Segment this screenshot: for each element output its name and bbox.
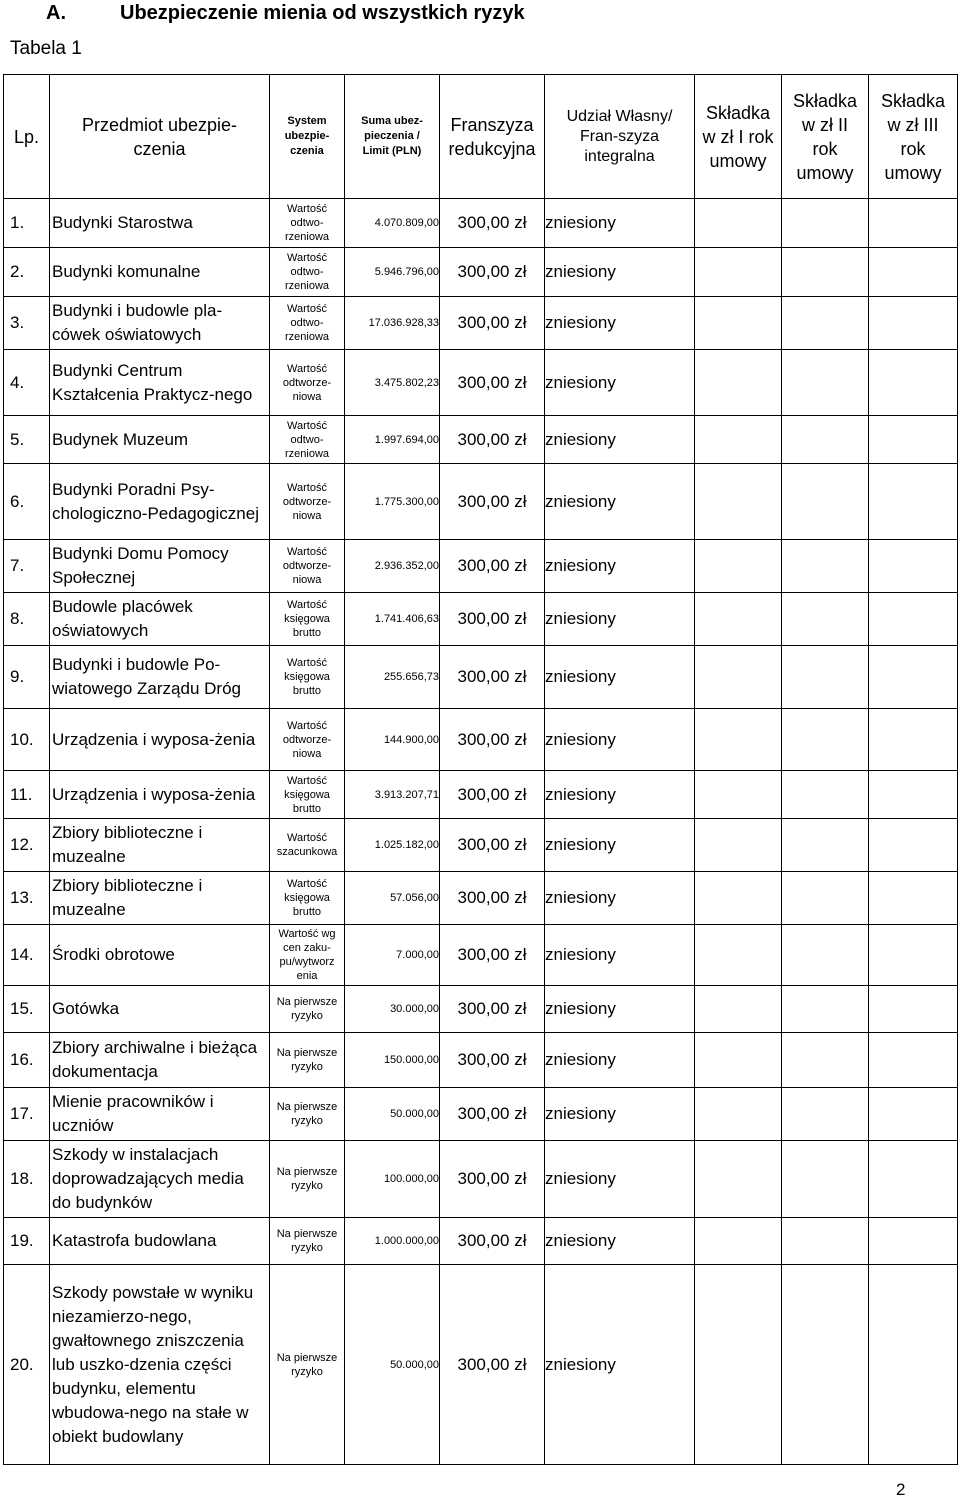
row-sum: 1.775.300,00 <box>345 464 440 540</box>
row-sum: 1.025.182,00 <box>345 819 440 872</box>
row-premium-year3 <box>869 1265 958 1465</box>
row-system: Wartość księgowa brutto <box>270 646 345 709</box>
row-subject: Gotówka <box>50 986 270 1033</box>
row-premium-year3 <box>869 1088 958 1141</box>
table-row <box>4 819 958 872</box>
row-subject: Szkody powstałe w wyniku niezamierzo-nego, gwałtownego zniszczenia lub uszko-dzenia części budynku, elementu wbudowa-nego na stałe w obiekt budowlany <box>50 1265 270 1465</box>
row-premium-year3 <box>869 771 958 819</box>
row-system: Wartość odtwo-rzeniowa <box>270 416 345 464</box>
row-share: zniesiony <box>545 925 695 986</box>
row-franchise: 300,00 zł <box>440 646 545 709</box>
row-lp: 12. <box>4 819 50 872</box>
table-row <box>4 593 958 646</box>
section-letter: A. <box>46 2 66 24</box>
row-premium-year2 <box>782 1088 869 1141</box>
row-system: Wartość odtwo-rzeniowa <box>270 248 345 297</box>
row-premium-year3 <box>869 464 958 540</box>
row-premium-year1 <box>695 771 782 819</box>
row-franchise: 300,00 zł <box>440 925 545 986</box>
row-premium-year2 <box>782 1141 869 1218</box>
row-premium-year2 <box>782 986 869 1033</box>
col-header-premium-year3: Składka w zł III rok umowy <box>869 75 958 199</box>
row-franchise: 300,00 zł <box>440 709 545 771</box>
row-premium-year3 <box>869 872 958 925</box>
row-share: zniesiony <box>545 464 695 540</box>
row-subject: Budynek Muzeum <box>50 416 270 464</box>
col-header-premium-year2: Składka w zł II rok umowy <box>782 75 869 199</box>
row-premium-year2 <box>782 350 869 416</box>
row-franchise: 300,00 zł <box>440 248 545 297</box>
row-premium-year3 <box>869 199 958 248</box>
row-sum: 144.900,00 <box>345 709 440 771</box>
row-premium-year1 <box>695 872 782 925</box>
row-subject: Zbiory biblioteczne i muzealne <box>50 872 270 925</box>
row-lp: 7. <box>4 540 50 593</box>
row-subject: Zbiory biblioteczne i muzealne <box>50 819 270 872</box>
row-franchise: 300,00 zł <box>440 540 545 593</box>
row-subject: Urządzenia i wyposa-żenia <box>50 709 270 771</box>
row-subject: Budynki Centrum Kształcenia Praktycz-nego <box>50 350 270 416</box>
row-lp: 3. <box>4 297 50 350</box>
row-premium-year2 <box>782 819 869 872</box>
row-system: Wartość odtwo-rzeniowa <box>270 297 345 350</box>
row-lp: 6. <box>4 464 50 540</box>
row-system: Na pierwsze ryzyko <box>270 1033 345 1088</box>
row-premium-year1 <box>695 925 782 986</box>
row-premium-year2 <box>782 646 869 709</box>
row-subject: Budowle placówek oświatowych <box>50 593 270 646</box>
table-row <box>4 771 958 819</box>
row-subject: Budynki Starostwa <box>50 199 270 248</box>
row-system: Na pierwsze ryzyko <box>270 1218 345 1265</box>
row-premium-year1 <box>695 297 782 350</box>
row-lp: 5. <box>4 416 50 464</box>
row-subject: Budynki komunalne <box>50 248 270 297</box>
row-franchise: 300,00 zł <box>440 819 545 872</box>
row-premium-year2 <box>782 1265 869 1465</box>
row-sum: 30.000,00 <box>345 986 440 1033</box>
col-header-system: System ubezpie-czenia <box>270 75 345 199</box>
row-premium-year2 <box>782 199 869 248</box>
row-premium-year3 <box>869 1218 958 1265</box>
row-sum: 3.913.207,71 <box>345 771 440 819</box>
row-premium-year3 <box>869 297 958 350</box>
col-header-premium-year1: Składka w zł I rok umowy <box>695 75 782 199</box>
row-system: Na pierwsze ryzyko <box>270 1265 345 1465</box>
row-lp: 15. <box>4 986 50 1033</box>
row-share: zniesiony <box>545 1218 695 1265</box>
insurance-table <box>3 74 958 1465</box>
row-premium-year1 <box>695 1141 782 1218</box>
row-premium-year1 <box>695 540 782 593</box>
row-subject: Budynki Poradni Psy-chologiczno-Pedagogicznej <box>50 464 270 540</box>
page-number: 2 <box>896 1480 906 1499</box>
row-sum: 57.056,00 <box>345 872 440 925</box>
table-row <box>4 1218 958 1265</box>
row-premium-year2 <box>782 248 869 297</box>
row-franchise: 300,00 zł <box>440 1265 545 1465</box>
table-row <box>4 709 958 771</box>
table-label: Tabela 1 <box>10 38 82 59</box>
row-sum: 2.936.352,00 <box>345 540 440 593</box>
row-premium-year2 <box>782 416 869 464</box>
row-premium-year2 <box>782 464 869 540</box>
row-premium-year3 <box>869 819 958 872</box>
row-share: zniesiony <box>545 1265 695 1465</box>
row-share: zniesiony <box>545 297 695 350</box>
row-share: zniesiony <box>545 986 695 1033</box>
row-franchise: 300,00 zł <box>440 593 545 646</box>
col-header-lp: Lp. <box>4 75 50 199</box>
table-row <box>4 350 958 416</box>
row-system: Wartość odtworze-niowa <box>270 540 345 593</box>
row-system: Wartość księgowa brutto <box>270 771 345 819</box>
row-system: Wartość księgowa brutto <box>270 872 345 925</box>
row-premium-year1 <box>695 1033 782 1088</box>
row-premium-year1 <box>695 593 782 646</box>
row-subject: Szkody w instalacjach doprowadzających media do budynków <box>50 1141 270 1218</box>
table-row <box>4 464 958 540</box>
row-sum: 50.000,00 <box>345 1265 440 1465</box>
row-system: Wartość odtwo-rzeniowa <box>270 199 345 248</box>
row-premium-year2 <box>782 709 869 771</box>
col-header-sum: Suma ubez-pieczenia / Limit (PLN) <box>345 75 440 199</box>
row-lp: 14. <box>4 925 50 986</box>
row-premium-year2 <box>782 771 869 819</box>
row-share: zniesiony <box>545 350 695 416</box>
col-header-subject: Przedmiot ubezpie-czenia <box>50 75 270 199</box>
row-sum: 1.741.406,63 <box>345 593 440 646</box>
row-system: Wartość odtworze-niowa <box>270 709 345 771</box>
row-franchise: 300,00 zł <box>440 1033 545 1088</box>
table-row <box>4 1088 958 1141</box>
row-franchise: 300,00 zł <box>440 297 545 350</box>
row-share: zniesiony <box>545 1033 695 1088</box>
row-premium-year1 <box>695 986 782 1033</box>
row-lp: 10. <box>4 709 50 771</box>
row-sum: 17.036.928,33 <box>345 297 440 350</box>
row-premium-year3 <box>869 925 958 986</box>
row-share: zniesiony <box>545 646 695 709</box>
row-subject: Zbiory archiwalne i bieżąca dokumentacja <box>50 1033 270 1088</box>
row-share: zniesiony <box>545 872 695 925</box>
row-share: zniesiony <box>545 1088 695 1141</box>
row-subject: Budynki i budowle pla-cówek oświatowych <box>50 297 270 350</box>
row-subject: Mienie pracowników i uczniów <box>50 1088 270 1141</box>
row-sum: 4.070.809,00 <box>345 199 440 248</box>
row-premium-year2 <box>782 540 869 593</box>
col-header-share: Udział Własny/ Fran-szyza integralna <box>545 75 695 199</box>
row-system: Na pierwsze ryzyko <box>270 986 345 1033</box>
row-premium-year3 <box>869 646 958 709</box>
row-premium-year2 <box>782 593 869 646</box>
row-subject: Katastrofa budowlana <box>50 1218 270 1265</box>
row-premium-year2 <box>782 1218 869 1265</box>
row-system: Na pierwsze ryzyko <box>270 1141 345 1218</box>
row-lp: 4. <box>4 350 50 416</box>
row-share: zniesiony <box>545 771 695 819</box>
row-system: Na pierwsze ryzyko <box>270 1088 345 1141</box>
row-share: zniesiony <box>545 416 695 464</box>
row-premium-year1 <box>695 464 782 540</box>
row-premium-year1 <box>695 248 782 297</box>
section-title: Ubezpieczenie mienia od wszystkich ryzyk <box>120 2 525 24</box>
table-row <box>4 872 958 925</box>
row-share: zniesiony <box>545 819 695 872</box>
row-premium-year1 <box>695 416 782 464</box>
row-sum: 50.000,00 <box>345 1088 440 1141</box>
row-premium-year3 <box>869 593 958 646</box>
row-premium-year1 <box>695 709 782 771</box>
table-row <box>4 248 958 297</box>
row-franchise: 300,00 zł <box>440 1088 545 1141</box>
row-lp: 17. <box>4 1088 50 1141</box>
row-sum: 7.000,00 <box>345 925 440 986</box>
row-franchise: 300,00 zł <box>440 1218 545 1265</box>
table-row <box>4 199 958 248</box>
row-sum: 5.946.796,00 <box>345 248 440 297</box>
row-franchise: 300,00 zł <box>440 771 545 819</box>
row-premium-year2 <box>782 1033 869 1088</box>
table-row <box>4 925 958 986</box>
row-system: Wartość księgowa brutto <box>270 593 345 646</box>
row-premium-year3 <box>869 1141 958 1218</box>
row-premium-year1 <box>695 350 782 416</box>
row-lp: 2. <box>4 248 50 297</box>
table-row <box>4 1141 958 1218</box>
row-premium-year3 <box>869 248 958 297</box>
row-premium-year1 <box>695 1265 782 1465</box>
row-premium-year3 <box>869 416 958 464</box>
row-lp: 16. <box>4 1033 50 1088</box>
row-share: zniesiony <box>545 1141 695 1218</box>
row-lp: 11. <box>4 771 50 819</box>
row-premium-year3 <box>869 540 958 593</box>
row-franchise: 300,00 zł <box>440 416 545 464</box>
row-franchise: 300,00 zł <box>440 464 545 540</box>
table-row <box>4 416 958 464</box>
row-subject: Środki obrotowe <box>50 925 270 986</box>
row-franchise: 300,00 zł <box>440 1141 545 1218</box>
table-row <box>4 1033 958 1088</box>
row-premium-year1 <box>695 646 782 709</box>
row-premium-year1 <box>695 1088 782 1141</box>
row-premium-year3 <box>869 1033 958 1088</box>
table-row <box>4 297 958 350</box>
row-franchise: 300,00 zł <box>440 872 545 925</box>
row-premium-year1 <box>695 1218 782 1265</box>
row-share: zniesiony <box>545 593 695 646</box>
row-sum: 100.000,00 <box>345 1141 440 1218</box>
row-share: zniesiony <box>545 199 695 248</box>
row-premium-year2 <box>782 297 869 350</box>
row-franchise: 300,00 zł <box>440 986 545 1033</box>
row-lp: 13. <box>4 872 50 925</box>
row-franchise: 300,00 zł <box>440 350 545 416</box>
row-lp: 18. <box>4 1141 50 1218</box>
row-sum: 150.000,00 <box>345 1033 440 1088</box>
row-subject: Budynki Domu Pomocy Społecznej <box>50 540 270 593</box>
row-subject: Urządzenia i wyposa-żenia <box>50 771 270 819</box>
row-premium-year3 <box>869 350 958 416</box>
row-premium-year3 <box>869 709 958 771</box>
row-share: zniesiony <box>545 540 695 593</box>
table-header-row <box>4 75 958 199</box>
row-franchise: 300,00 zł <box>440 199 545 248</box>
row-share: zniesiony <box>545 709 695 771</box>
row-lp: 19. <box>4 1218 50 1265</box>
table-row <box>4 986 958 1033</box>
row-premium-year3 <box>869 986 958 1033</box>
row-sum: 255.656,73 <box>345 646 440 709</box>
row-lp: 8. <box>4 593 50 646</box>
row-sum: 3.475.802,23 <box>345 350 440 416</box>
row-premium-year1 <box>695 199 782 248</box>
row-system: Wartość szacunkowa <box>270 819 345 872</box>
row-share: zniesiony <box>545 248 695 297</box>
row-system: Wartość odtworze-niowa <box>270 464 345 540</box>
row-system: Wartość wg cen zaku-pu/wytworz enia <box>270 925 345 986</box>
row-lp: 1. <box>4 199 50 248</box>
row-system: Wartość odtworze-niowa <box>270 350 345 416</box>
row-lp: 9. <box>4 646 50 709</box>
row-premium-year1 <box>695 819 782 872</box>
row-premium-year2 <box>782 872 869 925</box>
row-premium-year2 <box>782 925 869 986</box>
row-sum: 1.000.000,00 <box>345 1218 440 1265</box>
table-row <box>4 540 958 593</box>
row-subject: Budynki i budowle Po-wiatowego Zarządu Dróg <box>50 646 270 709</box>
row-lp: 20. <box>4 1265 50 1465</box>
table-row <box>4 1265 958 1465</box>
row-sum: 1.997.694,00 <box>345 416 440 464</box>
table-row <box>4 646 958 709</box>
col-header-franchise: Franszyza redukcyjna <box>440 75 545 199</box>
